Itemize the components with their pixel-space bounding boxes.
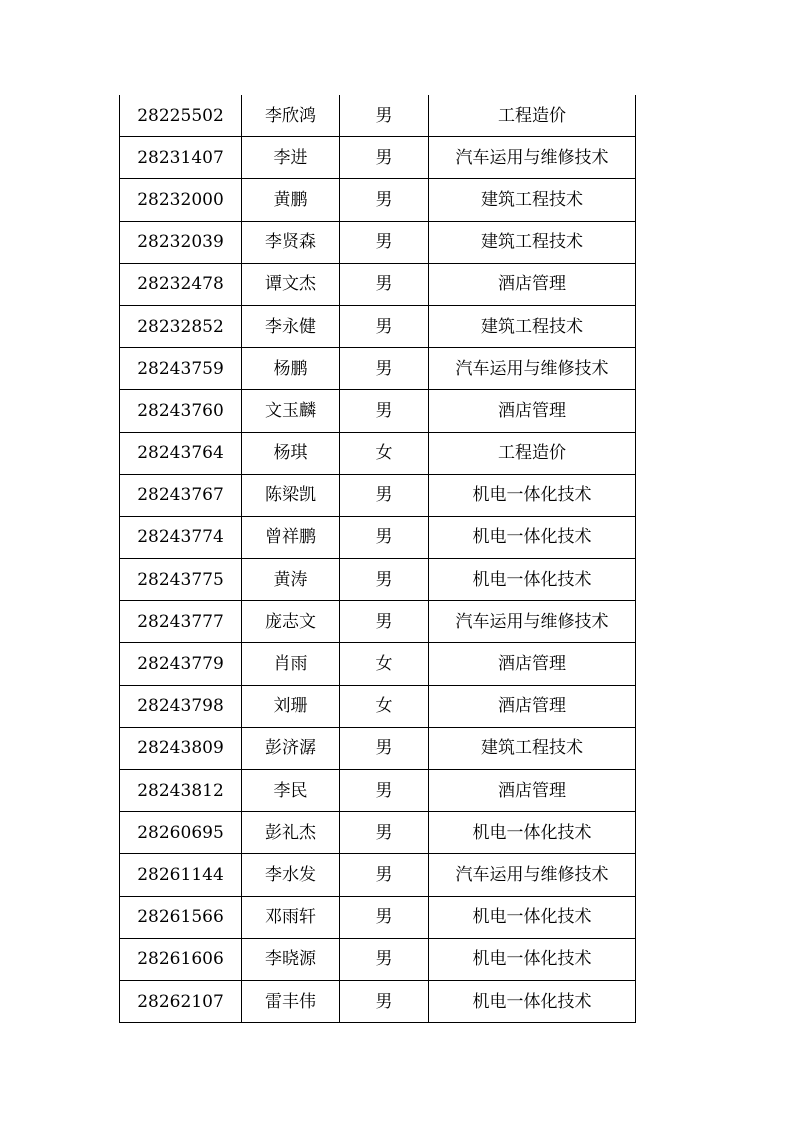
table-row bbox=[120, 727, 636, 769]
major-cell: 酒店管理 bbox=[429, 770, 636, 812]
student-name-cell: 黄涛 bbox=[242, 559, 340, 601]
student-name-cell: 李晓源 bbox=[242, 938, 340, 980]
gender-cell: 男 bbox=[340, 221, 429, 263]
student-id-cell: 28260695 bbox=[120, 812, 242, 854]
major-cell: 工程造价 bbox=[429, 95, 636, 137]
gender-cell: 女 bbox=[340, 685, 429, 727]
student-id-cell: 28243777 bbox=[120, 601, 242, 643]
major-cell: 机电一体化技术 bbox=[429, 896, 636, 938]
student-name-cell: 李永健 bbox=[242, 305, 340, 347]
major-cell: 建筑工程技术 bbox=[429, 221, 636, 263]
major-cell: 机电一体化技术 bbox=[429, 474, 636, 516]
student-id-cell: 28243774 bbox=[120, 516, 242, 558]
student-name-cell: 陈梁凯 bbox=[242, 474, 340, 516]
student-name-cell: 谭文杰 bbox=[242, 263, 340, 305]
table-row bbox=[120, 938, 636, 980]
table-row bbox=[120, 896, 636, 938]
student-id-cell: 28243779 bbox=[120, 643, 242, 685]
major-cell: 酒店管理 bbox=[429, 643, 636, 685]
gender-cell: 男 bbox=[340, 559, 429, 601]
gender-cell: 男 bbox=[340, 179, 429, 221]
gender-cell: 男 bbox=[340, 812, 429, 854]
student-id-cell: 28232000 bbox=[120, 179, 242, 221]
major-cell: 机电一体化技术 bbox=[429, 812, 636, 854]
gender-cell: 男 bbox=[340, 601, 429, 643]
gender-cell: 男 bbox=[340, 474, 429, 516]
table-row bbox=[120, 263, 636, 305]
student-name-cell: 李民 bbox=[242, 770, 340, 812]
student-name-cell: 雷丰伟 bbox=[242, 980, 340, 1022]
table-row bbox=[120, 95, 636, 137]
gender-cell: 男 bbox=[340, 727, 429, 769]
table-row bbox=[120, 516, 636, 558]
student-name-cell: 邓雨轩 bbox=[242, 896, 340, 938]
major-cell: 汽车运用与维修技术 bbox=[429, 348, 636, 390]
gender-cell: 男 bbox=[340, 938, 429, 980]
table-row bbox=[120, 980, 636, 1022]
major-cell: 酒店管理 bbox=[429, 390, 636, 432]
student-id-cell: 28243809 bbox=[120, 727, 242, 769]
table-row bbox=[120, 179, 636, 221]
gender-cell: 男 bbox=[340, 390, 429, 432]
gender-cell: 男 bbox=[340, 854, 429, 896]
student-name-cell: 李进 bbox=[242, 137, 340, 179]
student-id-cell: 28262107 bbox=[120, 980, 242, 1022]
student-id-cell: 28232478 bbox=[120, 263, 242, 305]
major-cell: 机电一体化技术 bbox=[429, 516, 636, 558]
student-id-cell: 28231407 bbox=[120, 137, 242, 179]
gender-cell: 女 bbox=[340, 643, 429, 685]
table-row bbox=[120, 390, 636, 432]
gender-cell: 男 bbox=[340, 305, 429, 347]
gender-cell: 男 bbox=[340, 770, 429, 812]
student-id-cell: 28232852 bbox=[120, 305, 242, 347]
student-id-cell: 28232039 bbox=[120, 221, 242, 263]
major-cell: 酒店管理 bbox=[429, 685, 636, 727]
student-name-cell: 杨鹏 bbox=[242, 348, 340, 390]
table-row bbox=[120, 685, 636, 727]
student-name-cell: 杨琪 bbox=[242, 432, 340, 474]
table-row bbox=[120, 432, 636, 474]
student-name-cell: 庞志文 bbox=[242, 601, 340, 643]
student-id-cell: 28243764 bbox=[120, 432, 242, 474]
table-row bbox=[120, 221, 636, 263]
major-cell: 汽车运用与维修技术 bbox=[429, 137, 636, 179]
gender-cell: 男 bbox=[340, 896, 429, 938]
table-row bbox=[120, 812, 636, 854]
major-cell: 机电一体化技术 bbox=[429, 938, 636, 980]
major-cell: 酒店管理 bbox=[429, 263, 636, 305]
student-id-cell: 28243759 bbox=[120, 348, 242, 390]
student-name-cell: 彭礼杰 bbox=[242, 812, 340, 854]
major-cell: 汽车运用与维修技术 bbox=[429, 854, 636, 896]
major-cell: 机电一体化技术 bbox=[429, 559, 636, 601]
student-roster-table bbox=[119, 95, 636, 1023]
student-name-cell: 李欣鸿 bbox=[242, 95, 340, 137]
table-row bbox=[120, 348, 636, 390]
gender-cell: 男 bbox=[340, 263, 429, 305]
student-id-cell: 28243767 bbox=[120, 474, 242, 516]
table-row bbox=[120, 474, 636, 516]
student-name-cell: 曾祥鹏 bbox=[242, 516, 340, 558]
major-cell: 建筑工程技术 bbox=[429, 727, 636, 769]
student-id-cell: 28261566 bbox=[120, 896, 242, 938]
gender-cell: 男 bbox=[340, 348, 429, 390]
student-id-cell: 28243798 bbox=[120, 685, 242, 727]
student-name-cell: 文玉麟 bbox=[242, 390, 340, 432]
table-row bbox=[120, 770, 636, 812]
gender-cell: 男 bbox=[340, 516, 429, 558]
student-name-cell: 彭济潺 bbox=[242, 727, 340, 769]
student-id-cell: 28225502 bbox=[120, 95, 242, 137]
gender-cell: 女 bbox=[340, 432, 429, 474]
gender-cell: 男 bbox=[340, 980, 429, 1022]
student-name-cell: 肖雨 bbox=[242, 643, 340, 685]
gender-cell: 男 bbox=[340, 95, 429, 137]
major-cell: 建筑工程技术 bbox=[429, 305, 636, 347]
major-cell: 工程造价 bbox=[429, 432, 636, 474]
table-row bbox=[120, 643, 636, 685]
gender-cell: 男 bbox=[340, 137, 429, 179]
table-row bbox=[120, 305, 636, 347]
table-row bbox=[120, 137, 636, 179]
student-id-cell: 28261606 bbox=[120, 938, 242, 980]
major-cell: 建筑工程技术 bbox=[429, 179, 636, 221]
student-id-cell: 28243760 bbox=[120, 390, 242, 432]
table-row bbox=[120, 559, 636, 601]
student-name-cell: 刘珊 bbox=[242, 685, 340, 727]
major-cell: 机电一体化技术 bbox=[429, 980, 636, 1022]
table-row bbox=[120, 854, 636, 896]
student-name-cell: 李水发 bbox=[242, 854, 340, 896]
student-id-cell: 28261144 bbox=[120, 854, 242, 896]
student-id-cell: 28243812 bbox=[120, 770, 242, 812]
student-name-cell: 李贤森 bbox=[242, 221, 340, 263]
student-id-cell: 28243775 bbox=[120, 559, 242, 601]
major-cell: 汽车运用与维修技术 bbox=[429, 601, 636, 643]
student-name-cell: 黄鹏 bbox=[242, 179, 340, 221]
table-row bbox=[120, 601, 636, 643]
